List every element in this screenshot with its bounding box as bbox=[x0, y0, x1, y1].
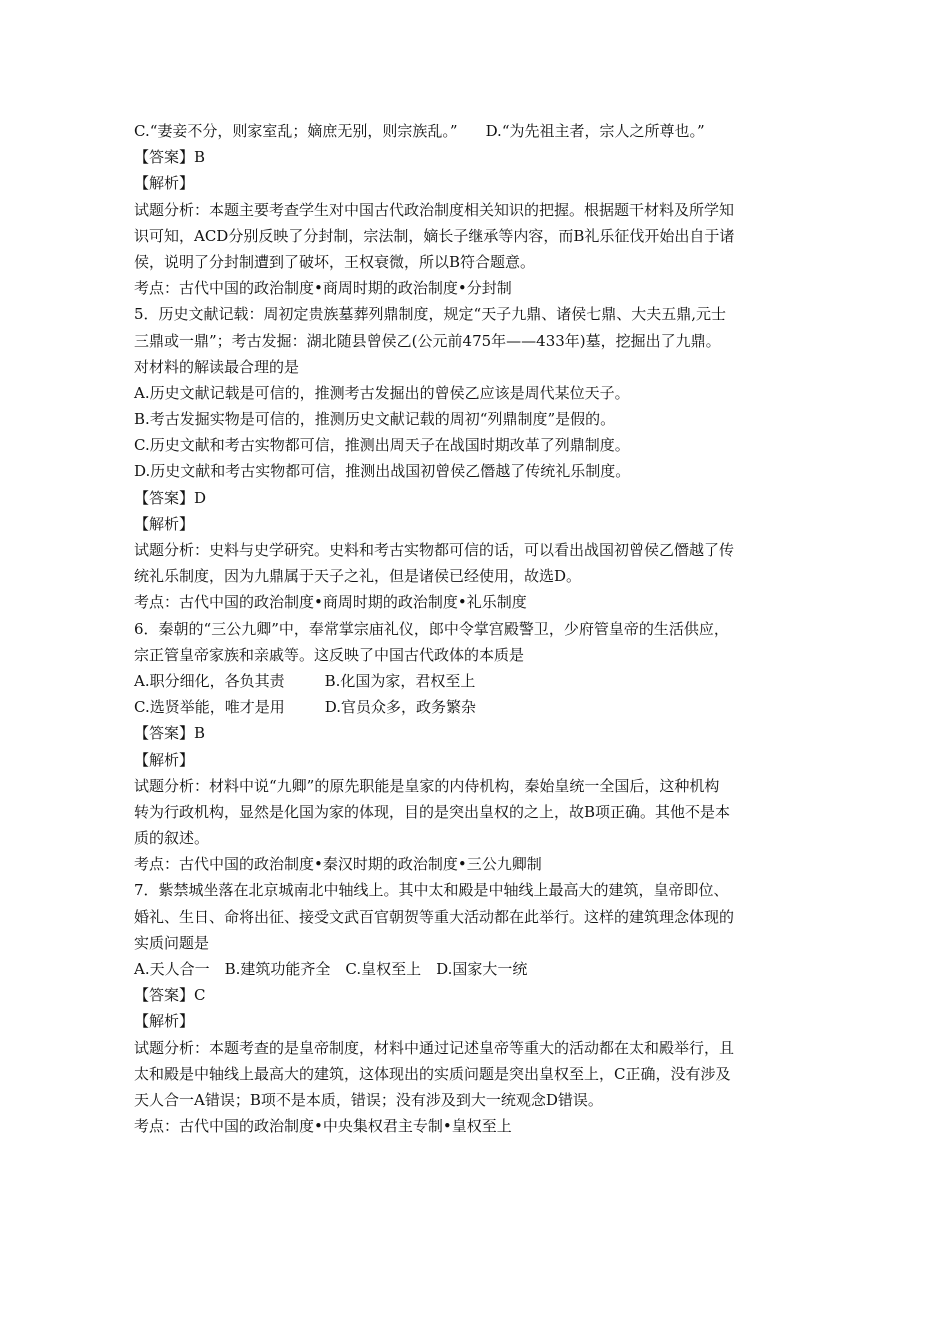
q5-option-a: A.历史文献记载是可信的，推测考古发掘出的曾侯乙应该是周代某位天子。 bbox=[134, 383, 630, 402]
q5-stem-line: 对材料的解读最合理的是 bbox=[134, 357, 300, 376]
q6-stem-line: 宗正管皇帝家族和亲戚等。这反映了中国古代政体的本质是 bbox=[134, 645, 525, 664]
q4-analysis-line: 侯，说明了分封制遭到了破坏，王权衰微，所以B符合题意。 bbox=[134, 252, 536, 271]
q5-analysis-heading: 【解析】 bbox=[134, 514, 195, 533]
q7-analysis-line: 太和殿是中轴线上最高大的建筑，这体现出的实质问题是突出皇权至上，C正确，没有涉及 bbox=[134, 1064, 731, 1083]
q7-analysis-heading: 【解析】 bbox=[134, 1012, 195, 1031]
q7-analysis-line: 天人合一A错误；B项不是本质，错误；没有涉及到大一统观念D错误。 bbox=[134, 1090, 603, 1109]
q4-answer: 【答案】B bbox=[134, 148, 206, 167]
q6-answer: 【答案】B bbox=[134, 724, 206, 743]
q7-answer: 【答案】C bbox=[134, 986, 206, 1005]
q4-option-c: C.“妻妾不分，则家室乱；嫡庶无别，则宗族乱。” bbox=[134, 122, 458, 140]
q5-option-c: C.历史文献和考古实物都可信，推测出周天子在战国时期改革了列鼎制度。 bbox=[134, 436, 630, 455]
q7-stem-line: 7．紫禁城坐落在北京城南北中轴线上。其中太和殿是中轴线上最高大的建筑，皇帝即位、 bbox=[134, 881, 729, 900]
q5-analysis-line: 统礼乐制度，因为九鼎属于天子之礼，但是诸侯已经使用，故选D。 bbox=[134, 567, 582, 586]
q6-analysis-line: 转为行政机构，显然是化国为家的体现，目的是突出皇权的之上，故B项正确。其他不是本 bbox=[134, 802, 731, 821]
q6-analysis-line: 质的叙述。 bbox=[134, 829, 210, 848]
q6-analysis-line: 试题分析：材料中说“九卿”的原先职能是皇家的内侍机构，秦始皇统一全国后，这种机构 bbox=[134, 776, 720, 795]
q4-analysis-line: 试题分析：本题主要考查学生对中国古代政治制度相关知识的把握。根据题干材料及所学知 bbox=[134, 200, 735, 219]
q6-options-ab bbox=[134, 668, 824, 694]
q4-options-cd bbox=[134, 118, 824, 144]
q6-kaodian: 考点：古代中国的政治制度•秦汉时期的政治制度•三公九卿制 bbox=[134, 855, 542, 874]
q4-option-d: D.“为先祖主者，宗人之所尊也。” bbox=[485, 122, 705, 140]
q4-analysis-heading: 【解析】 bbox=[134, 174, 195, 193]
q5-kaodian: 考点：古代中国的政治制度•商周时期的政治制度•礼乐制度 bbox=[134, 593, 527, 612]
q7-kaodian: 考点：古代中国的政治制度•中央集权君主专制•皇权至上 bbox=[134, 1117, 512, 1136]
document-page bbox=[134, 118, 824, 1139]
q5-option-d: D.历史文献和考古实物都可信，推测出战国初曾侯乙僭越了传统礼乐制度。 bbox=[134, 462, 631, 481]
q4-analysis-line: 识可知，ACD分别反映了分封制，宗法制，嫡长子继承等内容，而B礼乐征伐开始出自于诸 bbox=[134, 226, 735, 245]
q7-options: A.天人合一 B.建筑功能齐全 C.皇权至上 D.国家大一统 bbox=[134, 960, 528, 978]
q7-analysis-line: 试题分析：本题考查的是皇帝制度，材料中通过记述皇帝等重大的活动都在太和殿举行，且 bbox=[134, 1038, 735, 1057]
q6-option-c: C.选贤举能，唯才是用 bbox=[134, 698, 285, 717]
q6-option-a: A.职分细化，各负其责 bbox=[134, 671, 285, 690]
q5-answer: 【答案】D bbox=[134, 488, 207, 507]
q5-analysis-line: 试题分析：史料与史学研究。史料和考古实物都可信的话，可以看出战国初曾侯乙僭越了传 bbox=[134, 541, 735, 559]
q6-option-d: D.官员众多，政务繁杂 bbox=[324, 698, 476, 717]
q5-stem-line: 5．历史文献记载：周初定贵族墓葬列鼎制度，规定“天子九鼎、诸侯七鼎、大夫五鼎,元士 bbox=[134, 305, 726, 324]
q5-stem-line: 三鼎或一鼎”；考古发掘：湖北随县曾侯乙(公元前475年——433年)墓，挖掘出了九鼎。 bbox=[134, 331, 721, 350]
q7-stem-line: 实质问题是 bbox=[134, 933, 210, 952]
q6-stem-line: 6．秦朝的“三公九卿”中，奉常掌宗庙礼仪，郎中令掌宫殿警卫，少府管皇帝的生活供应， bbox=[134, 619, 729, 638]
q5-option-b: B.考古发掘实物是可信的，推测历史文献记载的周初“列鼎制度”是假的。 bbox=[134, 410, 616, 429]
q7-stem-line: 婚礼、生日、命将出征、接受文武百官朝贺等重大活动都在此举行。这样的建筑理念体现的 bbox=[134, 907, 735, 926]
q6-options-cd bbox=[134, 694, 824, 720]
q6-analysis-heading: 【解析】 bbox=[134, 750, 195, 769]
q4-kaodian: 考点：古代中国的政治制度•商周时期的政治制度•分封制 bbox=[134, 279, 512, 298]
q6-option-b: B.化国为家，君权至上 bbox=[324, 671, 476, 690]
